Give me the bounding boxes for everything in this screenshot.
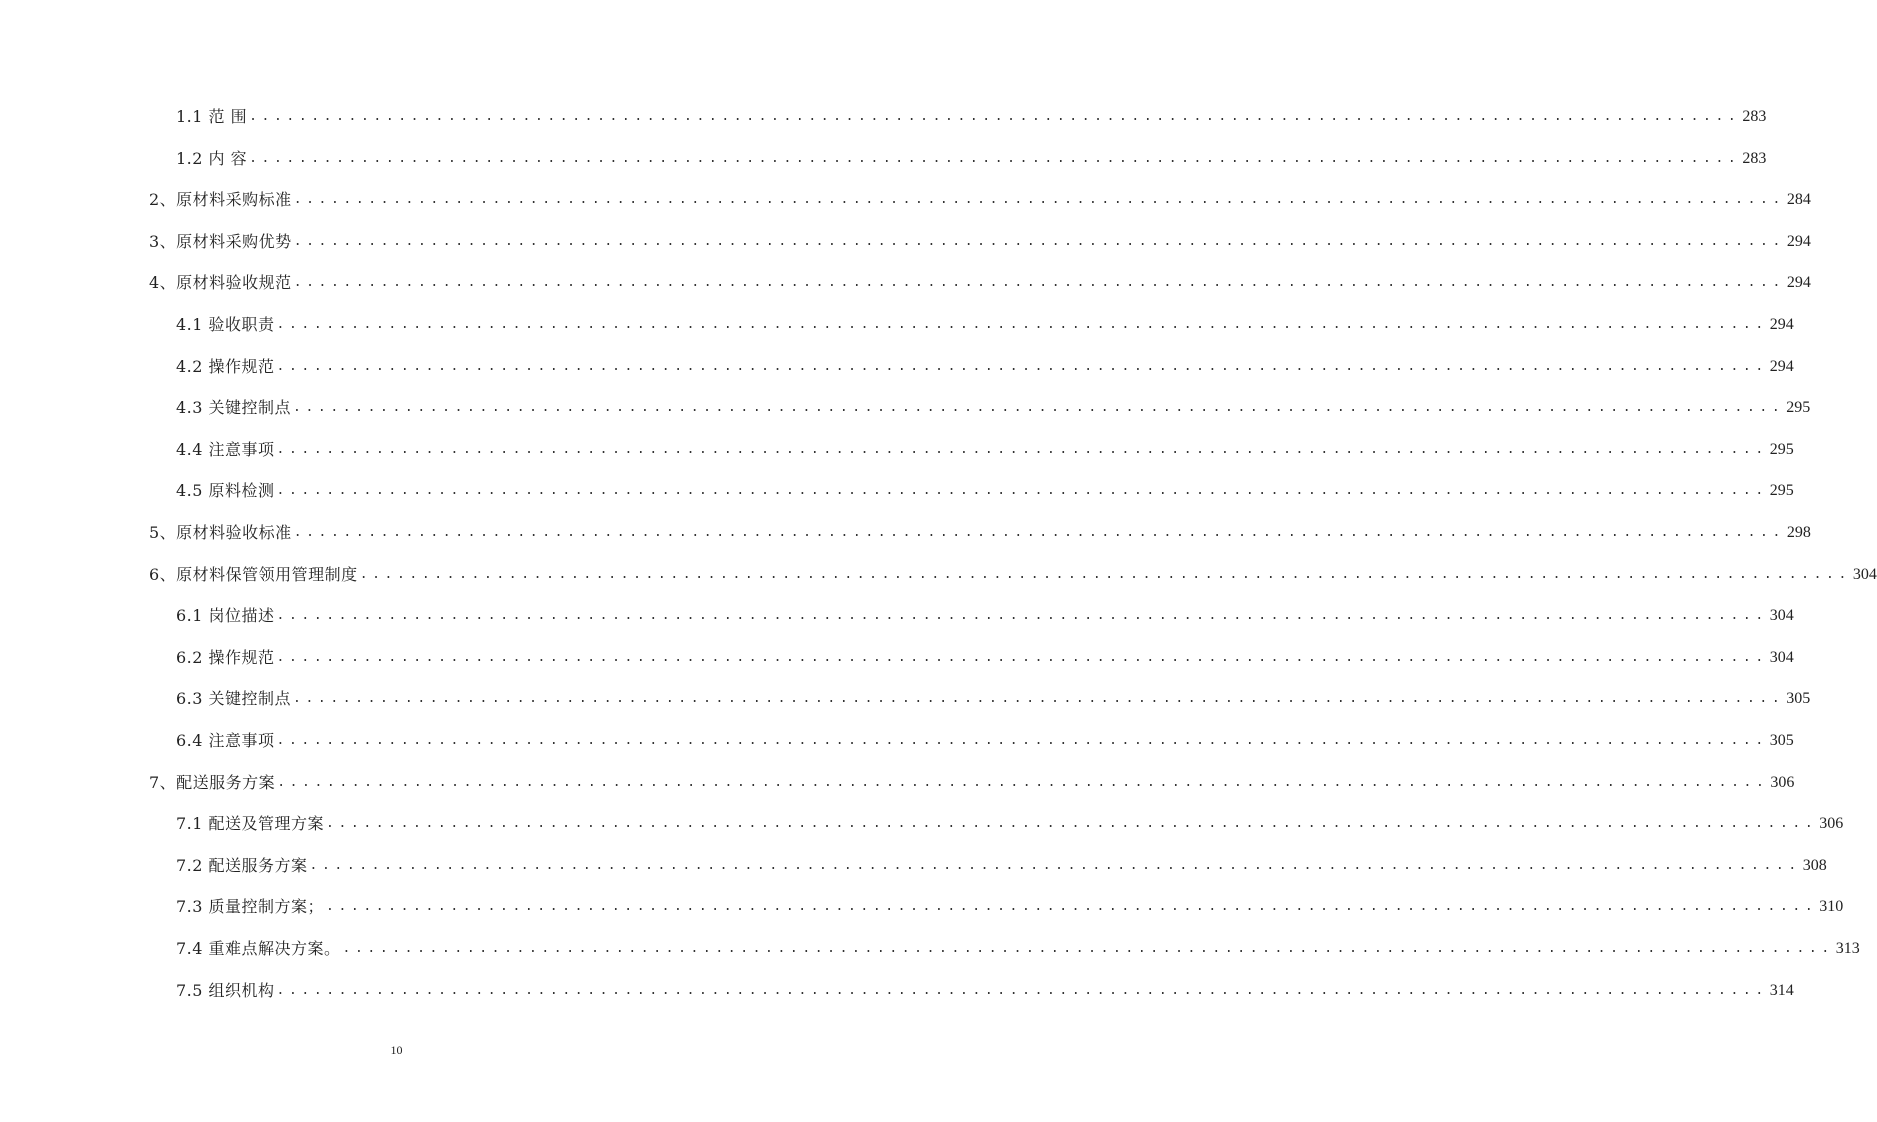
- toc-leader-dots: ........................................................................................................................: [309, 857, 1801, 873]
- toc-entry[interactable]: [176, 679, 1811, 719]
- toc-entry-label: 7.2 配送服务方案: [176, 855, 308, 875]
- toc-entry-page-number: 294: [1786, 274, 1811, 292]
- toc-entry-label: 3、原材料采购优势: [149, 231, 292, 251]
- toc-entry-label: 6.3 关键控制点: [176, 689, 292, 709]
- toc-entry-page-number: 298: [1786, 524, 1811, 541]
- toc-leader-dots: ........................................................................................................................: [276, 317, 1768, 332]
- toc-leader-dots: ........................................................................................................................: [276, 608, 1768, 624]
- toc-entry-label: 4、原材料验收规范: [149, 273, 292, 293]
- toc-entry-page-number: 284: [1786, 191, 1811, 209]
- toc-entry-label: 6.4 注意事项: [176, 731, 275, 750]
- toc-entry[interactable]: [149, 513, 1811, 553]
- toc-entry-page-number: 310: [1819, 898, 1844, 916]
- toc-entry[interactable]: [176, 929, 1860, 969]
- toc-entry-label: 5、原材料验收标准: [149, 523, 292, 542]
- toc-entry[interactable]: [176, 430, 1794, 470]
- toc-entry[interactable]: [176, 846, 1827, 886]
- toc-leader-dots: ........................................................................................................................: [276, 649, 1768, 665]
- toc-entry[interactable]: [176, 596, 1794, 636]
- toc-entry-label: 4.4 注意事项: [176, 439, 275, 459]
- toc-entry[interactable]: [176, 721, 1794, 761]
- toc-entry-label: 4.1 验收职责: [176, 315, 275, 334]
- toc-leader-dots: ........................................................................................................................: [293, 192, 1785, 208]
- toc-entry-page-number: 313: [1835, 940, 1860, 957]
- toc-leader-dots: ........................................................................................................................: [293, 233, 1785, 249]
- toc-entry-label: 2、原材料采购标准: [149, 190, 292, 210]
- toc-entry-label: 4.2 操作规范: [176, 356, 275, 376]
- toc-entry-page-number: 314: [1769, 981, 1794, 999]
- toc-entry-label: 6、原材料保管领用管理制度: [149, 564, 358, 584]
- toc-leader-dots: ........................................................................................................................: [293, 525, 1785, 540]
- toc-entry[interactable]: [149, 763, 1795, 803]
- toc-entry-page-number: 295: [1769, 440, 1794, 458]
- toc-entry-page-number: 295: [1786, 399, 1811, 417]
- toc-entry-label: 4.5 原料检测: [176, 481, 275, 501]
- toc-entry[interactable]: [149, 263, 1811, 303]
- toc-entry[interactable]: [149, 180, 1811, 220]
- toc-leader-dots: ........................................................................................................................: [293, 275, 1785, 291]
- toc-entry[interactable]: [176, 638, 1794, 678]
- toc-entry-page-number: 294: [1769, 316, 1794, 333]
- toc-entry-page-number: 305: [1786, 690, 1811, 708]
- page-number: 10: [390, 1043, 403, 1057]
- toc-entry-label: 6.2 操作规范: [176, 647, 275, 667]
- toc-entry[interactable]: [176, 305, 1794, 345]
- toc-leader-dots: ........................................................................................................................: [359, 566, 1851, 582]
- toc-leader-dots: ........................................................................................................................: [276, 483, 1768, 499]
- toc-leader-dots: ........................................................................................................................: [249, 150, 1741, 166]
- toc-leader-dots: ........................................................................................................................: [277, 774, 1769, 790]
- toc-leader-dots: ........................................................................................................................: [276, 358, 1768, 374]
- toc-entry[interactable]: [176, 804, 1844, 844]
- toc-entry-label: 7.1 配送及管理方案: [176, 814, 325, 834]
- toc-entry-page-number: 294: [1769, 357, 1794, 375]
- toc-entry-label: 4.3 关键控制点: [176, 398, 292, 418]
- toc-leader-dots: ........................................................................................................................: [326, 816, 1818, 832]
- toc-entry-label: 1.2 内 容: [176, 148, 248, 168]
- toc-entry-page-number: 308: [1802, 856, 1827, 874]
- toc-entry-page-number: 306: [1819, 815, 1844, 833]
- toc-leader-dots: ........................................................................................................................: [293, 400, 1785, 416]
- toc-entry[interactable]: [176, 887, 1844, 927]
- toc-entry-page-number: 305: [1769, 732, 1794, 749]
- toc-leader-dots: ........................................................................................................................: [276, 982, 1768, 998]
- toc-entry-label: 7.5 组织机构: [176, 980, 275, 1000]
- toc-entry-page-number: 304: [1852, 565, 1877, 583]
- toc-entry[interactable]: [176, 971, 1794, 1011]
- toc-entry-page-number: 304: [1769, 648, 1794, 666]
- toc-leader-dots: ........................................................................................................................: [293, 691, 1785, 707]
- toc-entry-label: 1.1 范 围: [176, 107, 248, 126]
- toc-leader-dots: ........................................................................................................................: [342, 941, 1834, 956]
- toc-entry[interactable]: [176, 347, 1794, 387]
- toc-entry[interactable]: [176, 139, 1767, 179]
- toc-entry-page-number: 304: [1769, 607, 1794, 625]
- toc-entry[interactable]: [176, 97, 1767, 137]
- toc-leader-dots: ........................................................................................................................: [326, 899, 1818, 915]
- toc-entry[interactable]: [149, 555, 1877, 595]
- toc-entry-page-number: 283: [1742, 108, 1767, 125]
- toc-entry-label: 7.4 重难点解决方案。: [176, 939, 341, 958]
- toc-entry-page-number: 306: [1770, 773, 1795, 791]
- toc-entry[interactable]: [176, 388, 1811, 428]
- toc-leader-dots: ........................................................................................................................: [249, 109, 1741, 124]
- toc-entry-label: 6.1 岗位描述: [176, 606, 275, 626]
- toc-entry-page-number: 295: [1769, 482, 1794, 500]
- toc-entry-page-number: 283: [1742, 149, 1767, 167]
- toc-entry[interactable]: [176, 471, 1794, 511]
- toc-leader-dots: ........................................................................................................................: [276, 441, 1768, 457]
- toc-entry-label: 7.3 质量控制方案；: [176, 897, 325, 917]
- toc-entry[interactable]: [149, 222, 1811, 262]
- toc-entry-page-number: 294: [1786, 232, 1811, 250]
- toc-entry-label: 7、配送服务方案: [149, 772, 276, 792]
- toc-leader-dots: ........................................................................................................................: [276, 733, 1768, 748]
